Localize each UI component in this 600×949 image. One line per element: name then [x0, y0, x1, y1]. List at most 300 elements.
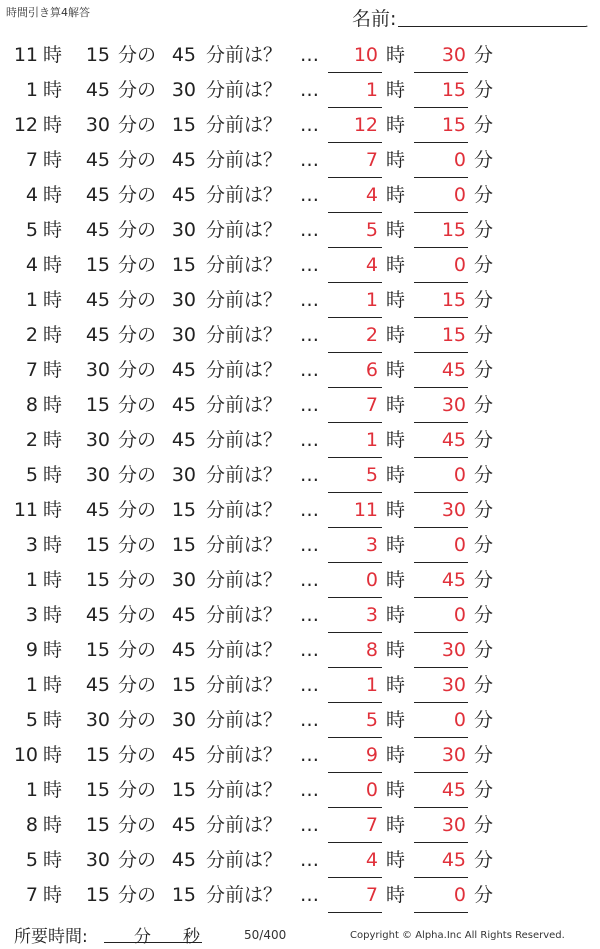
question-text: 分前は？: [206, 359, 283, 381]
start-minute: 15: [85, 534, 110, 556]
answer-minute: 0: [453, 709, 466, 731]
start-hour: 2: [25, 324, 38, 346]
subtract-minutes: 15: [171, 254, 196, 276]
problem-row: [0, 318, 600, 353]
subtract-minutes: 30: [171, 709, 196, 731]
minute-unit: 分: [474, 324, 494, 346]
hour-unit: 時: [386, 394, 406, 416]
hour-unit: 時: [43, 219, 63, 241]
start-hour: 11: [13, 44, 38, 66]
hour-unit: 時: [386, 324, 406, 346]
hour-unit: 時: [386, 359, 406, 381]
minute-of-unit: 分の: [118, 464, 157, 486]
start-minute: 45: [85, 674, 110, 696]
answer-minute: 15: [441, 79, 466, 101]
start-minute: 45: [85, 499, 110, 521]
subtract-minutes: 45: [171, 604, 196, 626]
problem-row: [0, 528, 600, 563]
start-hour: 4: [25, 254, 38, 276]
minute-unit: 分: [474, 429, 494, 451]
question-text: 分前は？: [206, 639, 283, 661]
ellipsis: …: [300, 499, 318, 521]
question-text: 分前は？: [206, 849, 283, 871]
question-text: 分前は？: [206, 604, 283, 626]
ellipsis: …: [300, 394, 318, 416]
score: 50/400: [244, 928, 287, 942]
hour-unit: 時: [386, 114, 406, 136]
question-text: 分前は？: [206, 814, 283, 836]
ellipsis: …: [300, 709, 318, 731]
question-text: 分前は？: [206, 429, 283, 451]
answer-minute: 30: [441, 674, 466, 696]
question-text: 分前は？: [206, 254, 283, 276]
subtract-minutes: 45: [171, 359, 196, 381]
subtract-minutes: 45: [171, 184, 196, 206]
hour-unit: 時: [43, 429, 63, 451]
problem-row: [0, 633, 600, 668]
minute-of-unit: 分の: [118, 394, 157, 416]
answer-hour: 8: [365, 639, 378, 661]
hour-unit: 時: [43, 44, 63, 66]
hour-unit: 時: [386, 534, 406, 556]
hour-unit: 時: [386, 849, 406, 871]
ellipsis: …: [300, 779, 318, 801]
minute-unit: 分: [474, 79, 494, 101]
hour-unit: 時: [43, 114, 63, 136]
answer-minute: 0: [453, 254, 466, 276]
start-minute: 45: [85, 219, 110, 241]
hour-unit: 時: [43, 604, 63, 626]
answer-hour: 10: [353, 44, 378, 66]
problem-row: [0, 598, 600, 633]
answer-hour: 4: [365, 849, 378, 871]
question-text: 分前は？: [206, 79, 283, 101]
time-required-label: 所要時間:: [14, 927, 88, 947]
start-minute: 30: [85, 849, 110, 871]
hour-unit: 時: [43, 744, 63, 766]
minute-unit: 分: [474, 219, 494, 241]
answer-minute: 45: [441, 849, 466, 871]
minute-of-unit: 分の: [118, 639, 157, 661]
problem-row: [0, 213, 600, 248]
minute-of-unit: 分の: [118, 44, 157, 66]
problem-row: [0, 808, 600, 843]
answer-hour: 2: [365, 324, 378, 346]
question-text: 分前は？: [206, 464, 283, 486]
minute-unit: 分: [474, 569, 494, 591]
problem-row: [0, 563, 600, 598]
start-hour: 5: [25, 219, 38, 241]
hour-unit: 時: [386, 639, 406, 661]
minute-of-unit: 分の: [118, 569, 157, 591]
problem-row: [0, 388, 600, 423]
start-minute: 30: [85, 464, 110, 486]
minute-unit: 分: [474, 44, 494, 66]
minute-of-unit: 分の: [118, 534, 157, 556]
minute-unit: 分: [474, 884, 494, 906]
minute-unit: 分: [474, 709, 494, 731]
hour-unit: 時: [386, 254, 406, 276]
problem-row: [0, 493, 600, 528]
minute-of-unit: 分の: [118, 149, 157, 171]
hour-unit: 時: [43, 359, 63, 381]
minute-unit: 分: [474, 499, 494, 521]
subtract-minutes: 15: [171, 779, 196, 801]
minute-of-unit: 分の: [118, 359, 157, 381]
minute-of-unit: 分の: [118, 114, 157, 136]
answer-hour: 3: [365, 534, 378, 556]
start-minute: 45: [85, 184, 110, 206]
minute-of-unit: 分の: [118, 604, 157, 626]
hour-unit: 時: [43, 709, 63, 731]
minute-of-unit: 分の: [118, 184, 157, 206]
subtract-minutes: 30: [171, 289, 196, 311]
start-hour: 4: [25, 184, 38, 206]
ellipsis: …: [300, 219, 318, 241]
name-line: [398, 26, 586, 27]
problem-row: [0, 178, 600, 213]
minute-of-unit: 分の: [118, 79, 157, 101]
answer-hour: 1: [365, 429, 378, 451]
answer-minute: 45: [441, 569, 466, 591]
time-required-second: 秒: [183, 927, 200, 947]
start-hour: 7: [25, 884, 38, 906]
hour-unit: 時: [386, 709, 406, 731]
hour-unit: 時: [43, 289, 63, 311]
answer-minute: 30: [441, 639, 466, 661]
worksheet-title: 時間引き算4解答: [6, 6, 90, 19]
time-required-minute: 分: [134, 927, 151, 947]
minute-unit: 分: [474, 149, 494, 171]
hour-unit: 時: [386, 184, 406, 206]
answer-hour: 5: [365, 464, 378, 486]
problem-row: [0, 843, 600, 878]
answer-hour: 11: [353, 499, 378, 521]
start-hour: 3: [25, 534, 38, 556]
hour-unit: 時: [386, 674, 406, 696]
minute-unit: 分: [474, 639, 494, 661]
hour-unit: 時: [386, 744, 406, 766]
minute-unit: 分: [474, 114, 494, 136]
name-label: 名前:: [352, 8, 397, 30]
minute-of-unit: 分の: [118, 744, 157, 766]
hour-unit: 時: [386, 44, 406, 66]
question-text: 分前は？: [206, 744, 283, 766]
answer-minute: 45: [441, 359, 466, 381]
start-minute: 15: [85, 779, 110, 801]
ellipsis: …: [300, 674, 318, 696]
minute-unit: 分: [474, 779, 494, 801]
subtract-minutes: 45: [171, 44, 196, 66]
start-minute: 45: [85, 289, 110, 311]
answer-hour: 9: [365, 744, 378, 766]
hour-unit: 時: [386, 884, 406, 906]
hour-unit: 時: [43, 499, 63, 521]
minute-of-unit: 分の: [118, 814, 157, 836]
minute-unit: 分: [474, 814, 494, 836]
subtract-minutes: 45: [171, 814, 196, 836]
ellipsis: …: [300, 744, 318, 766]
start-minute: 30: [85, 114, 110, 136]
subtract-minutes: 15: [171, 114, 196, 136]
hour-unit: 時: [386, 149, 406, 171]
subtract-minutes: 15: [171, 674, 196, 696]
minute-unit: 分: [474, 534, 494, 556]
subtract-minutes: 30: [171, 569, 196, 591]
subtract-minutes: 45: [171, 744, 196, 766]
problem-row: [0, 248, 600, 283]
answer-hour: 3: [365, 604, 378, 626]
hour-unit: 時: [43, 149, 63, 171]
minute-unit: 分: [474, 184, 494, 206]
hour-unit: 時: [43, 184, 63, 206]
hour-unit: 時: [386, 219, 406, 241]
hour-unit: 時: [43, 779, 63, 801]
subtract-minutes: 45: [171, 149, 196, 171]
start-minute: 15: [85, 254, 110, 276]
problem-row: [0, 668, 600, 703]
answer-hour: 1: [365, 674, 378, 696]
start-hour: 1: [25, 779, 38, 801]
answer-minute: 30: [441, 394, 466, 416]
hour-unit: 時: [43, 394, 63, 416]
start-minute: 15: [85, 884, 110, 906]
problem-row: [0, 738, 600, 773]
answer-minute: 15: [441, 324, 466, 346]
subtract-minutes: 30: [171, 219, 196, 241]
question-text: 分前は？: [206, 324, 283, 346]
minute-unit: 分: [474, 604, 494, 626]
name-end-dot: .: [585, 17, 589, 30]
answer-hour: 1: [365, 289, 378, 311]
start-hour: 5: [25, 709, 38, 731]
question-text: 分前は？: [206, 114, 283, 136]
minute-unit: 分: [474, 464, 494, 486]
start-minute: 15: [85, 44, 110, 66]
ellipsis: …: [300, 324, 318, 346]
problem-row: [0, 143, 600, 178]
minute-unit: 分: [474, 849, 494, 871]
minute-of-unit: 分の: [118, 849, 157, 871]
answer-hour: 5: [365, 709, 378, 731]
subtract-minutes: 30: [171, 464, 196, 486]
subtract-minutes: 15: [171, 499, 196, 521]
answer-hour: 7: [365, 814, 378, 836]
hour-unit: 時: [386, 569, 406, 591]
answer-hour: 1: [365, 79, 378, 101]
start-minute: 15: [85, 639, 110, 661]
problem-row: [0, 423, 600, 458]
answer-minute: 0: [453, 604, 466, 626]
hour-unit: 時: [43, 674, 63, 696]
ellipsis: …: [300, 534, 318, 556]
problem-row: [0, 773, 600, 808]
ellipsis: …: [300, 464, 318, 486]
problem-row: [0, 703, 600, 738]
start-minute: 30: [85, 429, 110, 451]
start-minute: 45: [85, 79, 110, 101]
start-minute: 15: [85, 569, 110, 591]
question-text: 分前は？: [206, 149, 283, 171]
ellipsis: …: [300, 569, 318, 591]
answer-minute: 45: [441, 779, 466, 801]
start-hour: 1: [25, 79, 38, 101]
minute-unit: 分: [474, 674, 494, 696]
minute-of-unit: 分の: [118, 884, 157, 906]
start-hour: 7: [25, 359, 38, 381]
start-hour: 1: [25, 289, 38, 311]
start-minute: 45: [85, 324, 110, 346]
start-hour: 7: [25, 149, 38, 171]
answer-minute: 0: [453, 534, 466, 556]
question-text: 分前は？: [206, 44, 283, 66]
minute-of-unit: 分の: [118, 254, 157, 276]
start-minute: 45: [85, 149, 110, 171]
ellipsis: …: [300, 884, 318, 906]
minute-unit: 分: [474, 359, 494, 381]
hour-unit: 時: [43, 569, 63, 591]
ellipsis: …: [300, 114, 318, 136]
hour-unit: 時: [43, 324, 63, 346]
minute-unit: 分: [474, 394, 494, 416]
start-hour: 10: [13, 744, 38, 766]
problem-row: [0, 283, 600, 318]
ellipsis: …: [300, 184, 318, 206]
problem-row: [0, 38, 600, 73]
hour-unit: 時: [386, 814, 406, 836]
ellipsis: …: [300, 254, 318, 276]
subtract-minutes: 30: [171, 324, 196, 346]
answer-hour: 0: [365, 569, 378, 591]
ellipsis: …: [300, 429, 318, 451]
start-hour: 3: [25, 604, 38, 626]
answer-hour: 12: [353, 114, 378, 136]
answer-hour: 7: [365, 884, 378, 906]
hour-unit: 時: [386, 79, 406, 101]
subtract-minutes: 45: [171, 849, 196, 871]
problem-row: [0, 108, 600, 143]
question-text: 分前は？: [206, 674, 283, 696]
question-text: 分前は？: [206, 534, 283, 556]
answer-hour: 0: [365, 779, 378, 801]
problem-row: [0, 73, 600, 108]
answer-hour: 7: [365, 394, 378, 416]
problem-row: [0, 878, 600, 913]
start-minute: 45: [85, 604, 110, 626]
answer-minute: 45: [441, 429, 466, 451]
answer-hour-blank: [328, 912, 382, 913]
start-minute: 15: [85, 744, 110, 766]
answer-hour: 6: [365, 359, 378, 381]
start-hour: 5: [25, 464, 38, 486]
question-text: 分前は？: [206, 569, 283, 591]
answer-minute: 30: [441, 499, 466, 521]
subtract-minutes: 45: [171, 394, 196, 416]
hour-unit: 時: [386, 604, 406, 626]
answer-hour: 4: [365, 184, 378, 206]
minute-of-unit: 分の: [118, 674, 157, 696]
ellipsis: …: [300, 44, 318, 66]
minute-of-unit: 分の: [118, 429, 157, 451]
ellipsis: …: [300, 849, 318, 871]
answer-minute: 15: [441, 219, 466, 241]
problem-row: [0, 458, 600, 493]
hour-unit: 時: [386, 429, 406, 451]
hour-unit: 時: [386, 779, 406, 801]
subtract-minutes: 45: [171, 639, 196, 661]
question-text: 分前は？: [206, 289, 283, 311]
start-minute: 15: [85, 394, 110, 416]
hour-unit: 時: [43, 814, 63, 836]
question-text: 分前は？: [206, 884, 283, 906]
copyright: Copyright © Alpha.Inc All Rights Reserved.: [350, 930, 565, 941]
start-hour: 8: [25, 394, 38, 416]
ellipsis: …: [300, 289, 318, 311]
hour-unit: 時: [43, 884, 63, 906]
minute-of-unit: 分の: [118, 499, 157, 521]
answer-minute-blank: [414, 912, 468, 913]
answer-hour: 4: [365, 254, 378, 276]
ellipsis: …: [300, 359, 318, 381]
minute-of-unit: 分の: [118, 289, 157, 311]
minute-of-unit: 分の: [118, 324, 157, 346]
minute-of-unit: 分の: [118, 709, 157, 731]
start-hour: 2: [25, 429, 38, 451]
answer-minute: 15: [441, 289, 466, 311]
minute-of-unit: 分の: [118, 779, 157, 801]
answer-minute: 0: [453, 464, 466, 486]
question-text: 分前は？: [206, 709, 283, 731]
question-text: 分前は？: [206, 394, 283, 416]
subtract-minutes: 30: [171, 79, 196, 101]
subtract-minutes: 15: [171, 534, 196, 556]
start-hour: 5: [25, 849, 38, 871]
minute-of-unit: 分の: [118, 219, 157, 241]
minute-unit: 分: [474, 744, 494, 766]
minute-unit: 分: [474, 289, 494, 311]
start-minute: 15: [85, 814, 110, 836]
answer-minute: 15: [441, 114, 466, 136]
ellipsis: …: [300, 79, 318, 101]
answer-minute: 0: [453, 884, 466, 906]
question-text: 分前は？: [206, 184, 283, 206]
answer-hour: 7: [365, 149, 378, 171]
hour-unit: 時: [43, 254, 63, 276]
start-hour: 11: [13, 499, 38, 521]
subtract-minutes: 15: [171, 884, 196, 906]
minute-unit: 分: [474, 254, 494, 276]
answer-minute: 30: [441, 814, 466, 836]
answer-minute: 30: [441, 744, 466, 766]
start-minute: 30: [85, 359, 110, 381]
answer-minute: 30: [441, 44, 466, 66]
hour-unit: 時: [43, 464, 63, 486]
ellipsis: …: [300, 604, 318, 626]
hour-unit: 時: [43, 849, 63, 871]
start-hour: 9: [25, 639, 38, 661]
start-hour: 12: [13, 114, 38, 136]
question-text: 分前は？: [206, 779, 283, 801]
question-text: 分前は？: [206, 499, 283, 521]
ellipsis: …: [300, 814, 318, 836]
start-hour: 1: [25, 569, 38, 591]
answer-hour: 5: [365, 219, 378, 241]
question-text: 分前は？: [206, 219, 283, 241]
answer-minute: 0: [453, 149, 466, 171]
answer-minute: 0: [453, 184, 466, 206]
start-hour: 1: [25, 674, 38, 696]
start-minute: 30: [85, 709, 110, 731]
